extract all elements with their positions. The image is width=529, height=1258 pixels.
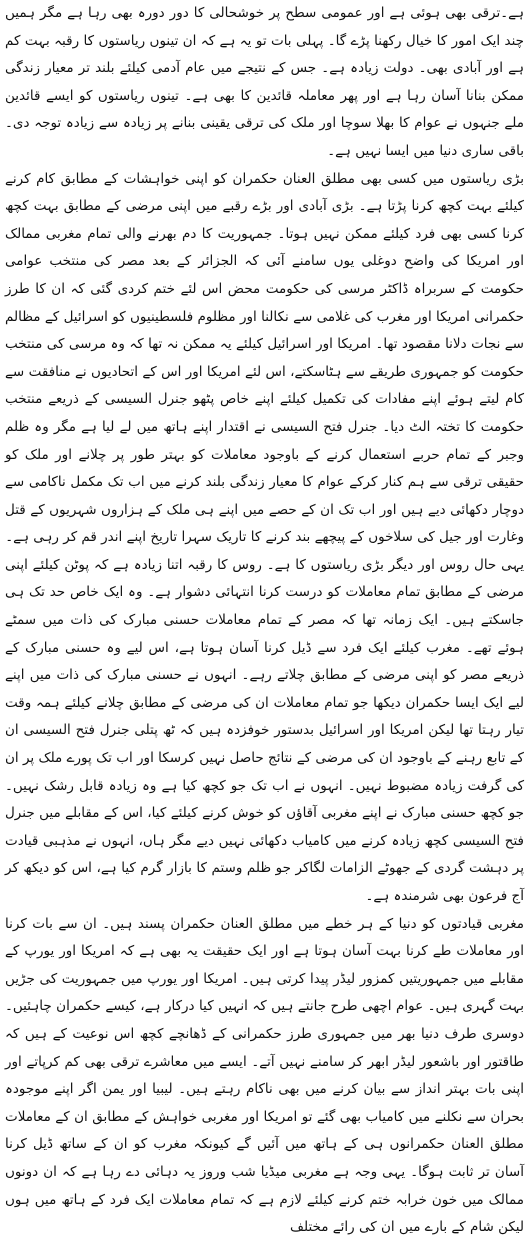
article-paragraph-2: بڑی ریاستوں میں کسی بھی مطلق العنان حکمران کو اپنی خواہشات کے مطابق کام کرنے کیلئے بہت کچھ کرنا پڑتا ہے۔ بڑی آبادی اور بڑے رقبے میں اپنی مرضی کے مطابق بہت کچھ کرنا کسی بھی فرد کیلئے ممکن نہیں ہوتا۔ جمہوریت کا دم بھرنے والی تمام مغربی ممالک اور امریکا کی واضح دوغلی یوں سامنے آئی کہ الجزائر کے بعد مصر کی منتخب عوامی حکومت کے سربراہ ڈاکٹر مرسی کی حکومت محض اس لئے ختم کردی گئی کہ ان کا طرز حکمرانی امریکا اور مغرب کی غلامی سے نکالنا اور مظلوم فلسطینیوں کو اسرائیل کے مظالم سے نجات دلانا مقصود تھا۔ امریکا اور اسرائیل کیلئے یہ ممکن نہ تھا کہ وہ مرسی کی منتخب حکومت کو جمہوری طریقے سے ہٹاسکتے، اس لئے امریکا اور اس کے اتحادیوں نے منافقت سے کام لیتے ہوئے اپنے مفادات کی تکمیل کیلئے اپنے خاص پٹھو جنرل السیسی کے ذریعے منتخب حکومت کا تختہ الٹ دیا۔ جنرل فتح السیسی نے اقتدار اپنے ہاتھ میں لے لیا ہے مگر وہ ظلم وجبر کے تمام حربے استعمال کرنے کے باوجود معاملات کو بہتر طور پر چلانے اور ملک کو حقیقی ترقی سے ہم کنار کرکے عوام کا معیار زندگی بلند کرنے میں اب تک مکمل ناکامی سے دوچار دکھائی دیے ہیں اور اب تک ان کے حصے میں اپنے ہی ملک کے ہزاروں شہریوں کے قتل وغارت اور جیل کی سلاخوں کے پیچھے بند کرنے کا تاریک سہرا تاریخ اپنے اندر قم کر رہی ہے۔ [5, 170, 524, 546]
article-paragraph-1: ہے۔ترقی بھی ہوئی ہے اور عمومی سطح پر خوشحالی کا دور دورہ بھی رہا ہے مگر ہمیں چند ایک امور کا خیال رکھنا پڑے گا۔ پہلی بات تو یہ ہے کہ ان تینوں ریاستوں کا رقبہ بہت کم ہے اور آبادی بھی۔ دولت زیادہ ہے۔ جس کے نتیجے میں عام آدمی کیلئے بلند تر معیار زندگی ممکن بنانا آسان رہا ہے اور پھر معاملہ قائدین کا بھی ہے۔ تینوں ریاستوں کو ایسے قائدین ملے جنہوں نے عوام کا بھلا سوچا اور ملک کی ترقی یقینی بنانے پر زیادہ سے زیادہ توجہ دی۔ باقی ساری دنیا میں ایسا نہیں ہے۔ [5, 5, 524, 159]
article-paragraph-3: یہی حال روس اور دیگر بڑی ریاستوں کا ہے۔ روس کا رقبہ اتنا زیادہ ہے کہ پوٹن کیلئے اپنی مرضی کے مطابق تمام معاملات کو درست کرنا انتہائی دشوار ہے۔ وہ ایک خاص حد تک ہی جاسکتے ہیں۔ ایک زمانہ تھا کہ مصر کے تمام معاملات حسنی مبارک کی ذات میں سمٹے ہوئے تھے۔ مغرب کیلئے ایک فرد سے ڈیل کرنا آسان ہوتا ہے، اس لیے وہ حسنی مبارک کے ذریعے مصر کو اپنی مرضی کے مطابق چلاتے رہے۔ انہوں نے حسنی مبارک کی ذات میں اپنے لیے ایک ایسا حکمران دیکھا جو تمام معاملات ان کی مرضی کے مطابق چلانے کیلئے ہمہ وقت تیار رہتا تھا لیکن امریکا اور اسرائیل بدستور خوفزدہ ہیں کہ ٹھ پتلی جنرل فتح السیسی ان کے تابع رہنے کے باوجود ان کی مرضی کے نتائج حاصل نہیں کرسکا اور اب تک پورے ملک پر ان کی گرفت زیادہ مضبوط نہیں۔ انہوں نے اب تک جو کچھ کیا ہے وہ زیادہ قابل رشک نہیں۔ جو کچھ حسنی مبارک نے اپنے مغربی آقاؤں کو خوش کرنے کیلئے کیا، اس کے مقابلے میں جنرل فتح السیسی کچھ زیادہ کرنے میں کامیاب دکھائی نہیں دیے مگر ہاں، انہوں نے مذہبی قیادت پر دہشت گردی کے جھوٹے الزامات لگاکر جو ظلم وستم کا بازار گرم کیا ہے، اس کو دیکھ کر آج فرعون بھی شرمندہ ہے۔ [5, 556, 524, 904]
article-paragraph-4: مغربی قیادتوں کو دنیا کے ہر خطے میں مطلق العنان حکمران پسند ہیں۔ ان سے بات کرنا اور معاملات طے کرنا بہت آسان ہوتا ہے اور ایک حقیقت یہ بھی ہے کہ امریکا اور یورپ کے مقابلے میں جمہوریتیں کمزور لیڈر پیدا کرتی ہیں۔ امریکا اور یورپ میں جمہوریت کی جڑیں بہت گہری ہیں۔ عوام اچھی طرح جانتے ہیں کہ انہیں کیا درکار ہے، کیسے حکمران چاہئیں۔ دوسری طرف دنیا بھر میں جمہوری طرز حکمرانی کے ڈھانچے کچھ اس نوعیت کے ہیں کہ طاقتور اور باشعور لیڈر ابھر کر سامنے نہیں آتے۔ ایسے میں معاشرے ترقی بھی کم کرپاتے اور اپنی بات بہتر انداز سے بیان کرنے میں بھی ناکام رہتے ہیں۔ لیبیا اور یمن اگر اپنے موجودہ بحران سے نکلنے میں کامیاب بھی گئے تو امریکا اور مغربی خواہش کے مطابق ان کے معاملات مطلق العنان حکمرانوں ہی کے ہاتھ میں آئیں گے کیونکہ مغرب کو ان کے ساتھ ڈیل کرنا آسان تر ثابت ہوگا۔ یہی وجہ ہے مغربی میڈیا شب وروز یہ دہائی دے رہا ہے کہ ان دونوں ممالک میں خون خرابہ ختم کرنے کیلئے لازم ہے کہ تمام معاملات ایک فرد کے ہاتھ میں ہوں لیکن شام کے بارے میں ان کی رائے مختلف [5, 915, 524, 1236]
